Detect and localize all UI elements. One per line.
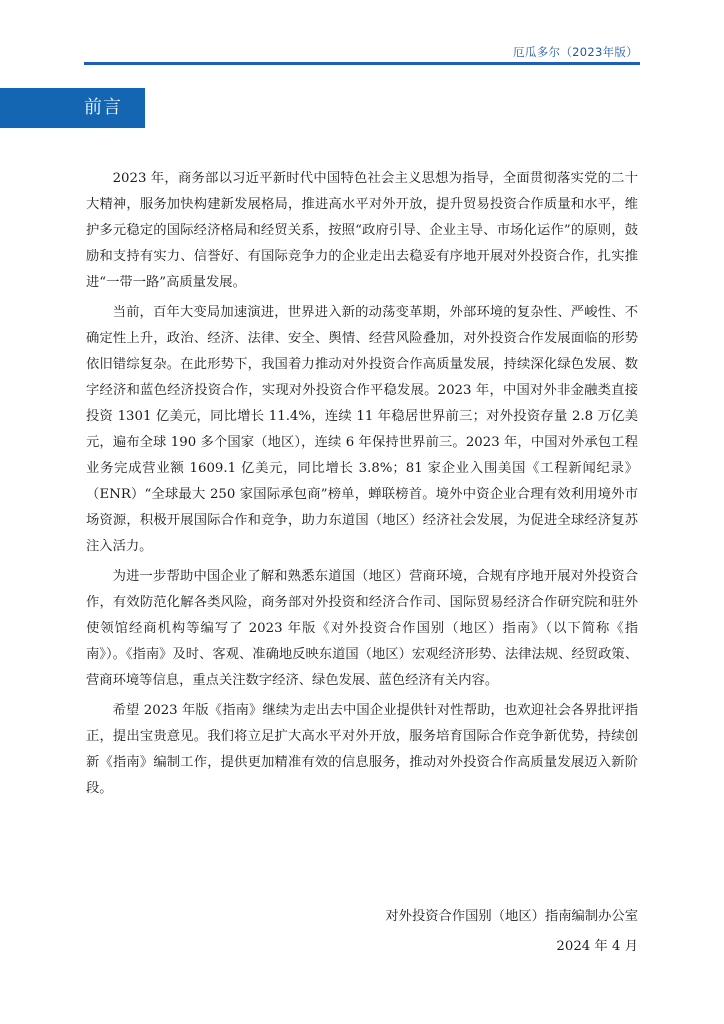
paragraph: 当前，百年大变局加速演进，世界进入新的动荡变革期，外部环境的复杂性、严峻性、不确定性上升，政治、经济、法律、安全、舆情、经营风险叠加，对外投资合作发展面临的形势依旧错综复杂。在此形势下，我国着力推动对外投资合作高质量发展，持续深化绿色发展、数字经济和蓝色经济投资合作，实现对外投资合作平稳发展。2023 年，中国对外非金融类直接投资 1301 亿美元，同比增长 11.4%，连续 11 年稳居世界前三；对外投资存量 2.8 万亿美元，遍布全球 190 多个国家（地区），连续 6 年保持世界前三。2023 年，中国对外承包工程业务完成营业额 1609.1 亿美元，同比增长 3.8%；81 家企业入围美国《工程新闻纪录》（ENR）“全球最大 250 家国际承包商”榜单，蝉联榜首。境外中资企业合理有效利用境外市场资源，积极开展国际合作和竞争，助力东道国（地区）经济社会发展，为促进全球经济复苏注入活力。 bbox=[86, 305, 638, 554]
paragraph: 2023 年，商务部以习近平新时代中国特色社会主义思想为指导，全面贯彻落实党的二十大精神，服务加快构建新发展格局，推进高水平对外开放，提升贸易投资合作质量和水平，维护多元稳定的国际经济格局和经贸关系，按照“政府引导、企业主导、市场化运作”的原则，鼓励和支持有实力、信誉好、有国际竞争力的企业走出去稳妥有序地开展对外投资合作，扎实推进“一带一路”高质量发展。 bbox=[86, 171, 638, 290]
paragraph: 希望 2023 年版《指南》继续为走出去中国企业提供针对性帮助，也欢迎社会各界批评指正，提出宝贵意见。我们将立足扩大高水平对外开放，服务培育国际合作竞争新优势，持续创新《指南》编制工作，提供更加精准有效的信息服务，推动对外投资合作高质量发展迈入新阶段。 bbox=[86, 703, 638, 796]
running-header: 厄瓜多尔（2023年版） bbox=[513, 45, 638, 59]
preface-body bbox=[86, 166, 638, 806]
signature-block bbox=[385, 902, 638, 962]
signature-office: 对外投资合作国别（地区）指南编制办公室 bbox=[385, 909, 638, 924]
signature-date: 2024 年 4 月 bbox=[556, 939, 638, 954]
paragraph: 为进一步帮助中国企业了解和熟悉东道国（地区）营商环境，合规有序地开展对外投资合作，有效防范化解各类风险，商务部对外投资和经济合作司、国际贸易经济合作研究院和驻外使领馆经商机构等编写了 2023 年版《对外投资合作国别（地区）指南》（以下简称《指南》）。《指南》及时、客观、准确地反映东道国（地区）宏观经济形势、法律法规、经贸政策、营商环境等信息，重点关注数字经济、绿色发展、蓝色经济有关内容。 bbox=[86, 569, 638, 688]
header-rule bbox=[84, 62, 640, 65]
section-title: 前言 bbox=[0, 88, 145, 128]
